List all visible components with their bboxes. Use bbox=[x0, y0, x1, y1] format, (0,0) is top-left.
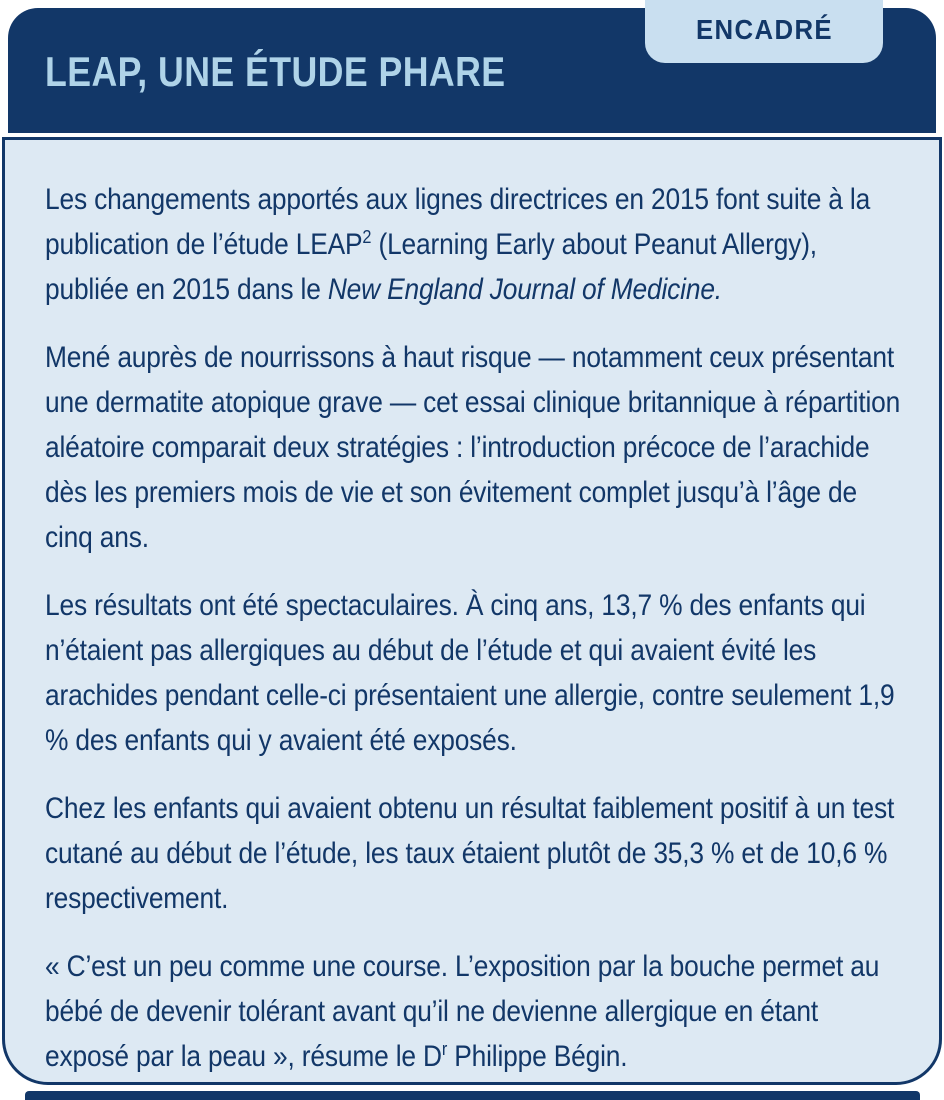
paragraph-study-design: Mené auprès de nourrissons à haut risque — notamment ceux présentant une dermatite atopique grave — cet essai clinique britannique à répartition aléatoire comparait deux stratégies : l’introduction précoce de l’arachide dès les premiers mois de vie et son évitement complet jusqu’à l’âge de cinq ans. bbox=[45, 341, 901, 554]
quote-attribution: Philippe Bégin. bbox=[447, 1040, 628, 1073]
paragraph-quote-begin bbox=[45, 944, 903, 1079]
encadre-badge-label: ENCADRÉ bbox=[695, 13, 833, 45]
paragraph-leap-publication bbox=[45, 177, 903, 312]
paragraph-1-text: Les changements apportés aux lignes directrices en 2015 font suite à la publication de l’étude LEAP bbox=[45, 183, 871, 261]
paragraph-results: Les résultats ont été spectaculaires. À cinq ans, 13,7 % des enfants qui n’étaient pas allergiques au début de l’étude et qui avaient évité les arachides pendant celle-ci présentaient une allergie, contre seulement 1,9 % des enfants qui y avaient été exposés. bbox=[45, 589, 895, 757]
doctor-superscript-r: r bbox=[441, 1038, 448, 1059]
page-title: LEAP, UNE ÉTUDE PHARE bbox=[45, 48, 506, 95]
paragraph-1-text-continued: (Learning Early about Peanut Allergy), publiée en 2015 dans le bbox=[45, 228, 817, 306]
encadre-badge bbox=[645, 0, 883, 63]
journal-name: New England Journal of Medicine. bbox=[327, 273, 722, 306]
paragraph-skin-test-rates: Chez les enfants qui avaient obtenu un résultat faiblement positif à un test cutané au début de l’étude, les taux étaient plutôt de 35,3 % et de 10,6 % respectivement. bbox=[45, 792, 895, 915]
card-body bbox=[2, 137, 942, 1085]
body-text-block bbox=[45, 177, 903, 1079]
next-section-edge bbox=[25, 1091, 920, 1100]
footnote-reference-2: 2 bbox=[362, 226, 372, 247]
quote-text: « C’est un peu comme une course. L’exposition par la bouche permet au bébé de devenir tolérant avant qu’il ne devienne allergique en étant exposé par la peau », résume le D bbox=[45, 950, 880, 1073]
